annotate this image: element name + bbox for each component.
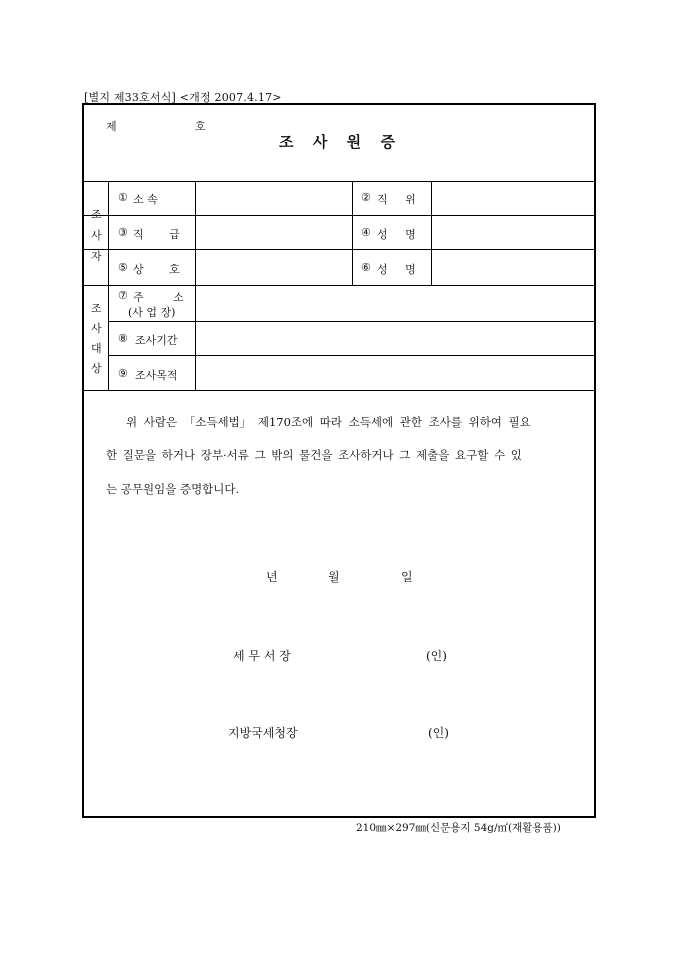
certification-text-line-1: 위 사람은 「소득세법」 제170조에 따라 소득세에 관한 조사를 위하여 필요: [126, 415, 531, 429]
field-label-affiliation: [133, 191, 183, 207]
field-number: ⑧: [118, 332, 128, 345]
field-number: ⑨: [118, 367, 128, 380]
subject-group-char: 조: [91, 302, 102, 315]
field-number: ②: [361, 191, 371, 204]
field-label-trade-name: 상 호: [133, 263, 180, 276]
rule-period-bottom: [108, 355, 595, 356]
form-number-note: [별지 제33호서식] <개정 2007.4.17>: [84, 91, 282, 104]
field-label-position: 직 위: [377, 193, 416, 206]
field-label-rank: 직 급: [133, 228, 180, 241]
rule-row1: [83, 215, 595, 216]
investigator-group-char: 조: [91, 208, 102, 221]
field-number: ③: [118, 226, 128, 239]
investigator-group-char: 자: [91, 250, 102, 263]
field-number: ⑦: [118, 289, 128, 302]
subject-group-char: 사: [91, 322, 102, 335]
rule-table-bottom: [83, 390, 595, 391]
field-label-name: 성 명: [377, 228, 416, 241]
form-title: [279, 131, 395, 152]
field-label-purpose: 조사목적: [135, 369, 178, 382]
title-char: 증: [380, 133, 395, 151]
field-label-period: 조사기간: [135, 334, 178, 347]
investigator-group-char: 사: [91, 229, 102, 242]
rule-row2: [83, 249, 595, 250]
field-label-business-place: (사 업 장): [128, 306, 176, 319]
date-year-label: 년: [266, 570, 278, 584]
subject-group-char: 상: [91, 362, 102, 375]
subject-group-char: 대: [91, 342, 102, 355]
seal-mark: (인): [428, 726, 449, 740]
certification-text-line-3: 는 공무원임을 증명합니다.: [106, 482, 240, 496]
seal-mark: (인): [426, 649, 447, 663]
rule-mid-col: [352, 181, 353, 285]
field-label-name-2: 성 명: [377, 263, 416, 276]
rule-label-col: [195, 181, 196, 390]
field-label-address: 주 소: [133, 291, 184, 304]
paper-spec-note: 210㎜×297㎜(신문용지 54g/㎡(재활용품)): [356, 822, 561, 834]
field-number: ④: [361, 226, 371, 239]
field-number: ⑤: [118, 261, 128, 274]
number-prefix: 제: [106, 120, 117, 133]
field-number: ①: [118, 191, 128, 204]
title-char: 조: [279, 133, 294, 151]
rule-address-bottom: [108, 321, 595, 322]
rule-group-label-col: [108, 181, 109, 390]
title-char: 사: [312, 133, 328, 151]
date-day-label: 일: [401, 570, 413, 584]
rule-right-label-col: [431, 181, 432, 285]
field-label-text: 소 속: [133, 193, 158, 206]
regional-tax-office-head-title: 지방국세청장: [228, 726, 298, 740]
field-number: ⑥: [361, 261, 371, 274]
title-char: 원: [346, 133, 362, 151]
rule-dup: [83, 285, 595, 286]
certification-text-line-2: 한 질문을 하거나 장부·서류 그 밖의 물건을 조사하거나 그 제출을 요구할 수 있: [106, 448, 522, 462]
tax-office-head-title: 세 무 서 장: [233, 649, 291, 663]
rule-title-bottom: [83, 181, 595, 182]
date-month-label: 월: [328, 570, 340, 584]
number-suffix: 호: [195, 120, 206, 133]
